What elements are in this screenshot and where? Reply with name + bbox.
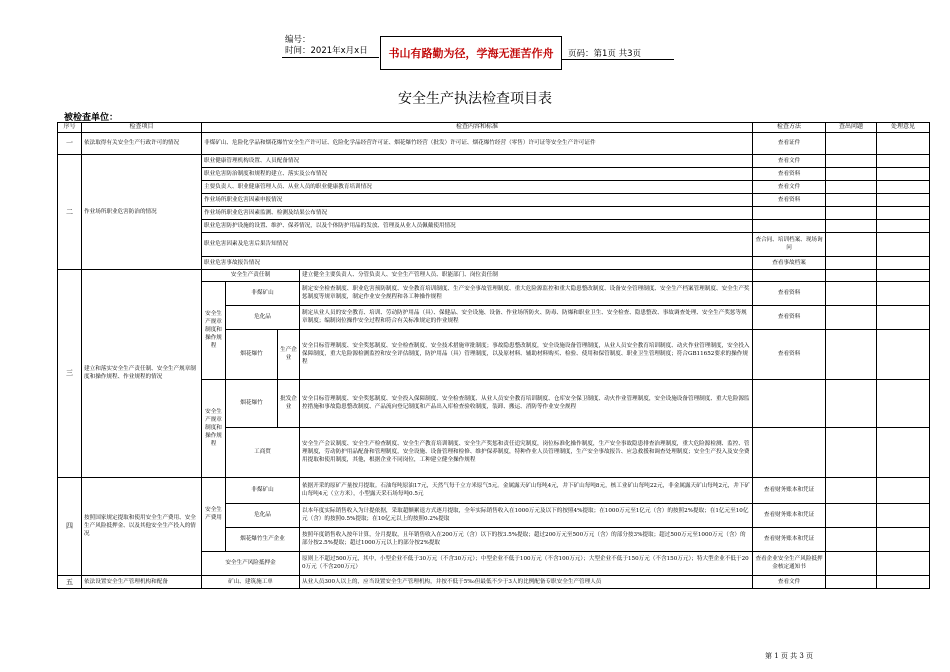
row-no: 四	[58, 477, 82, 575]
sub-wholesale: 批发企业	[278, 379, 300, 427]
opinion-cell[interactable]	[877, 305, 930, 329]
row-content: 按照年度销售收入按年计算，分月提取，且年销售收入在200万元（含）以下的按3.5%提取；超过200万元至500万元（含）的部分按3%提取；超过500万元至1000万元（含）的部分按2.5%提取；超过1000万元以上的部分按2%提取	[300, 527, 753, 551]
problems-cell[interactable]	[826, 551, 877, 575]
opinion-cell[interactable]	[877, 256, 930, 269]
row-method: 查合同、培训档案、现场询问	[753, 232, 826, 256]
row-method: 查看资料	[753, 305, 826, 329]
table-row	[58, 154, 930, 167]
row-method: 查看文件	[753, 180, 826, 193]
row-content: 作业场所职业危害因素监测、检测及结果公布情况	[202, 206, 753, 219]
sub-rules: 安全生产规章制度和操作规程	[202, 281, 226, 379]
opinion-cell[interactable]	[877, 329, 930, 379]
row-content: 建立健全主要负责人、分管负责人、安全生产管理人员、职能部门、岗位责任制	[300, 269, 753, 281]
header-page: 页码：第1页 共3页	[568, 49, 642, 59]
row-item: 作业场所职业危害防治的情况	[82, 154, 202, 269]
sub-rules-2: 安全生产规章制度和操作规程	[202, 379, 226, 477]
problems-cell[interactable]	[826, 167, 877, 180]
table-row	[58, 269, 930, 281]
opinion-cell[interactable]	[877, 219, 930, 232]
opinion-cell[interactable]	[877, 193, 930, 206]
row-method: 查看资料	[753, 193, 826, 206]
table-row	[58, 477, 930, 503]
opinion-cell[interactable]	[877, 269, 930, 281]
row-item: 依法取得有关安全生产行政许可的情况	[82, 132, 202, 154]
opinion-cell[interactable]	[877, 281, 930, 305]
row-content: 安全目标管理制度、安全奖惩制度、安全检查制度、安全技术措施审批制度；事故隐患整改制度，安全设施设备管理制度，从业人员安全教育培训制度、动火作业管理制度，安全投入保障制度，重大危险源检测监控和安全评估制度，防护用品（具）管理制度，以及原材料、辅助材料购买、检验、使用和保管制度、职业卫生管理制度；符合GB11652要求的操作规程	[300, 329, 753, 379]
sub-produce: 生产企业	[278, 329, 300, 379]
row-content: 原则上不超过500万元，其中，小型企业不低于30万元（不含30万元）；中型企业不低于100万元（不含100万元）；大型企业不低于150万元（不含150万元）；特大型企业不低于200万元（不含200万元）	[300, 551, 753, 575]
row-content: 制定安全检查制度、职业危害预防制度、安全教育培训制度、生产安全事故管理制度、重大危险源监控和重大隐患整改制度、设备安全管理制度、安全生产档案管理制度、安全生产奖惩制度等规章制度，制定作业安全规程和各工种操作规程	[300, 281, 753, 305]
opinion-cell[interactable]	[877, 206, 930, 219]
row-no: 一	[58, 132, 82, 154]
inspected-unit-label: 被检查单位：	[64, 113, 119, 123]
row-method: 查看证件	[753, 132, 826, 154]
table-row	[58, 575, 930, 588]
header-motto: 书山有路勤为径，学海无涯苦作舟	[380, 36, 562, 70]
row-method	[753, 206, 826, 219]
row-no: 五	[58, 575, 82, 588]
opinion-cell[interactable]	[877, 575, 930, 588]
category-chem: 危化品	[226, 503, 300, 527]
problems-cell[interactable]	[826, 503, 877, 527]
problems-cell[interactable]	[826, 305, 877, 329]
table-header-row	[58, 123, 930, 133]
row-content: 职业危害因素及危害后果告知情况	[202, 232, 753, 256]
problems-cell[interactable]	[826, 154, 877, 167]
problems-cell[interactable]	[826, 132, 877, 154]
opinion-cell[interactable]	[877, 379, 930, 427]
opinion-cell[interactable]	[877, 527, 930, 551]
row-content: 职业危害防护设施的设置、维护、保养情况，以及个体防护用品的发放、管理及从业人员佩戴使用情况	[202, 219, 753, 232]
header-time: 时间：2021年x月x日	[285, 46, 368, 56]
inspection-table	[57, 122, 930, 589]
row-content: 职业危害防治制度和规程的建立、落实及公布情况	[202, 167, 753, 180]
row-content: 作业场所职业危害因素申报情况	[202, 193, 753, 206]
header-problems: 查出问题	[826, 123, 877, 133]
row-method: 查看事故档案	[753, 256, 826, 269]
row-method: 查看财务账本和凭证	[753, 503, 826, 527]
row-method: 查看企业安全生产风险抵押金核定通知书	[753, 551, 826, 575]
problems-cell[interactable]	[826, 232, 877, 256]
row-content: 主要负责人、职业健康管理人员、从业人员的职业健康教育培训情况	[202, 180, 753, 193]
problems-cell[interactable]	[826, 329, 877, 379]
opinion-cell[interactable]	[877, 132, 930, 154]
problems-cell[interactable]	[826, 477, 877, 503]
row-content: 非煤矿山、危险化学品和烟花爆竹安全生产许可证、危险化学品经营许可证、烟花爆竹经营（批发）许可证、烟花爆竹经营（零售）许可证等安全生产许可证件	[202, 132, 753, 154]
problems-cell[interactable]	[826, 180, 877, 193]
row-no: 二	[58, 154, 82, 269]
problems-cell[interactable]	[826, 427, 877, 477]
opinion-cell[interactable]	[877, 551, 930, 575]
category-mine: 非煤矿山	[226, 281, 300, 305]
header-rule-left	[282, 57, 379, 58]
row-method	[753, 379, 826, 427]
row-content: 制定从业人员的安全教育、培训、劳动防护用品（具）、保健品、安全设施、设备、作业场所防火、防毒、防爆和职业卫生、安全检查、隐患整改、事故调查处理、安全生产奖惩等规章制度；编制岗位操作安全过程和符合有关标准规定的作业规程	[300, 305, 753, 329]
sub-responsibility: 安全生产责任制	[202, 269, 300, 281]
sub-fee: 安全生产费用	[202, 477, 226, 551]
header-content: 检查内容和标准	[202, 123, 753, 133]
problems-cell[interactable]	[826, 575, 877, 588]
category-fireworks: 烟花爆竹	[226, 329, 278, 379]
row-content: 职业危害事故报告情况	[202, 256, 753, 269]
sub-risk: 安全生产风险抵押金	[202, 551, 300, 575]
header-method: 检查方法	[753, 123, 826, 133]
category-fireworks-2: 烟花爆竹	[226, 379, 278, 427]
row-method	[753, 219, 826, 232]
problems-cell[interactable]	[826, 527, 877, 551]
row-content: 安全目标管理制度、安全奖惩制度、安全投入保障制度、安全检查制度、从业人员安全教育培训制度、仓库安全保卫制度、动火作业管理制度，安全设施设备管理制度、重大危险源监控措施和事故隐患整改制度、产品流向登记制度和产品出入库检查验收制度，装卸、搬运、消防等作业安全规程	[300, 379, 753, 427]
category-chem: 危化品	[226, 305, 300, 329]
problems-cell[interactable]	[826, 379, 877, 427]
opinion-cell[interactable]	[877, 503, 930, 527]
row-item: 按照国家规定提取和使用安全生产费用、安全生产风险抵押金、以及其他安全生产投入的情况	[82, 477, 202, 575]
category-fireworks: 烟花爆竹生产企业	[226, 527, 300, 551]
category-trade: 工商贸	[226, 427, 300, 477]
opinion-cell[interactable]	[877, 477, 930, 503]
opinion-cell[interactable]	[877, 167, 930, 180]
header-opinion: 处理意见	[877, 123, 930, 133]
header-item: 检查项目	[82, 123, 202, 133]
row-method: 查看资料	[753, 281, 826, 305]
row-content: 依据开采的原矿产量按月提取。石油每吨原油17元，天然气每千立方米原气5元。金属露天矿山每吨4元，井下矿山每吨8元，核工业矿山每吨22元，非金属露天矿山每吨2元，井下矿山每吨4元（立方米），小型露天采石场每吨0.5元	[300, 477, 753, 503]
header-no: 序号	[58, 123, 82, 133]
document-title: 安全生产执法检查项目表	[398, 91, 552, 107]
row-method: 查看资料	[753, 329, 826, 379]
opinion-cell[interactable]	[877, 427, 930, 477]
row-method: 查看文件	[753, 154, 826, 167]
sub-mine-construction: 矿山、建筑施工单	[202, 575, 300, 588]
row-item: 建立和落实安全生产责任制、安全生产规章制度和操作规程、作业规程的情况	[82, 269, 202, 477]
problems-cell[interactable]	[826, 206, 877, 219]
category-mine: 非煤矿山	[226, 477, 300, 503]
row-content: 以本年度实际销售收入为计提依据，采取超额累退方式逐月提取，全年实际销售收入在1000万元及以下的按照4%提取；在1000万元至1亿元（含）的按照2%提取；在1亿元至10亿元（含）的按照0.5%提取；在10亿元以上的按照0.2%提取	[300, 503, 753, 527]
row-method: 查看资料	[753, 167, 826, 180]
problems-cell[interactable]	[826, 219, 877, 232]
row-method	[753, 427, 826, 477]
row-item: 依法设置安全生产管理机构和配备	[82, 575, 202, 588]
footer-page: 第 1 页 共 3 页	[765, 652, 814, 660]
problems-cell[interactable]	[826, 281, 877, 305]
opinion-cell[interactable]	[877, 180, 930, 193]
row-content: 安全生产会议制度、安全生产检查制度、安全生产教育培训制度、安全生产奖惩和责任追究制度，岗位标准化操作制度，生产安全事故隐患排查治理制度，重大危险源检测、监控、管理制度，劳动防护用品配备和管理制度，安全设施、设备管理和检修、维护保养制度，特种作业人员管理制度，生产安全事故报告、应急救援和调查处理制度；安全生产投入及安全费用提取和使用制度，其他，根据企业不同岗位，工种建立健全操作规程	[300, 427, 753, 477]
row-content: 职业健康管理机构设置、人员配备情况	[202, 154, 753, 167]
opinion-cell[interactable]	[877, 232, 930, 256]
opinion-cell[interactable]	[877, 154, 930, 167]
header-rule-right	[562, 59, 674, 60]
header-number: 编号：	[285, 35, 311, 45]
row-method	[753, 269, 826, 281]
row-content: 从业人员300人以上的，应当设置安全生产管理机构，并按不低于5‰但最低不少于3人的比例配备专职安全生产管理人员	[300, 575, 753, 588]
problems-cell[interactable]	[826, 269, 877, 281]
table-row	[58, 132, 930, 154]
row-method: 查看文件	[753, 575, 826, 588]
row-no: 三	[58, 269, 82, 477]
row-method: 查看财务账本和凭证	[753, 527, 826, 551]
problems-cell[interactable]	[826, 193, 877, 206]
row-method: 查看财务账本和凭证	[753, 477, 826, 503]
problems-cell[interactable]	[826, 256, 877, 269]
